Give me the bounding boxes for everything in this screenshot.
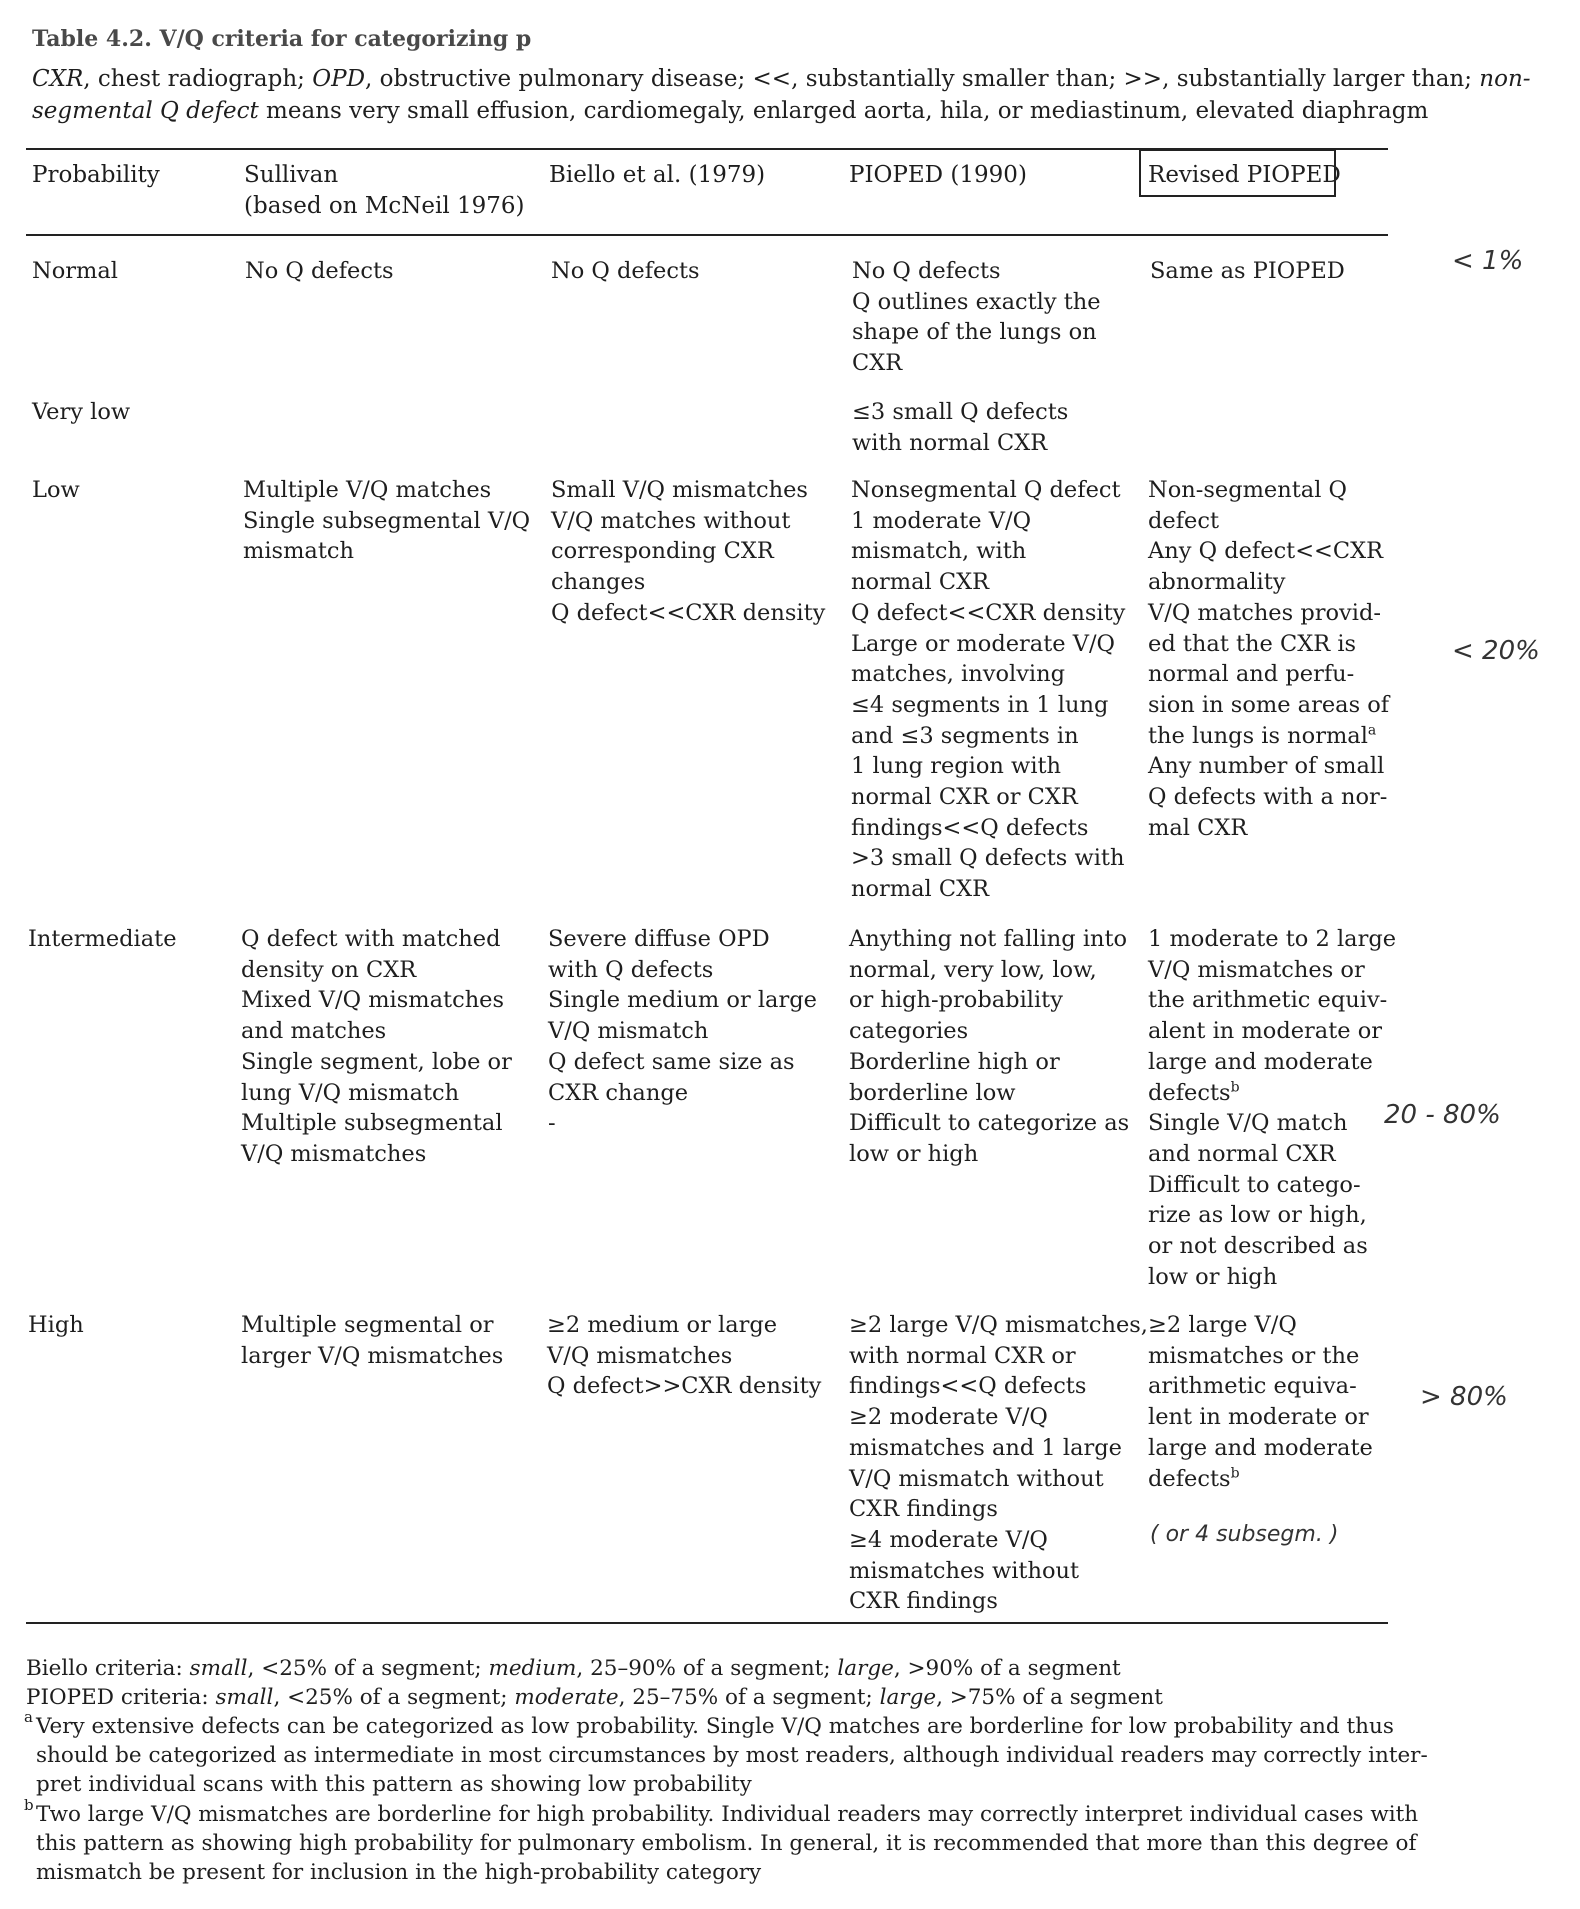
cell-low-pioped: Nonsegmental Q defect 1 moderate V/Q mismatch, with normal CXR Q defect<<CXR density Large or moderate V/Q matches, involving ≤4 segments in 1 lung and ≤3 segments in 1 lung region with normal CXR or CXR findings<<Q defects >3 small Q defects with normal CXR bbox=[851, 477, 1126, 903]
footnote-b-marker: b bbox=[24, 1796, 34, 1814]
cell-intermediate-biello: Severe diffuse OPD with Q defects Single medium or large V/Q mismatch Q defect same size as CXR change - bbox=[548, 926, 817, 1137]
col-header-revised-pioped: Revised PIOPED bbox=[1148, 162, 1341, 188]
footnote-b: Two large V/Q mismatches are borderline for high probability. Individual readers may correctly interpret individual cases with this pattern as showing high probability for pulmonary embolism. In general, it is recommended that more than this degree of mismatch be present for inclusion in the high-probability category bbox=[36, 1802, 1419, 1885]
handwritten-high-note: > 80% bbox=[1420, 1382, 1508, 1412]
footnote-pioped-criteria: PIOPED criteria: small, <25% of a segment; moderate, 25–75% of a segment; large, >75% of a segment bbox=[26, 1685, 1163, 1710]
cell-high-sullivan: Multiple segmental or larger V/Q mismatches bbox=[241, 1312, 504, 1369]
cell-low-biello: Small V/Q mismatches V/Q matches without corresponding CXR changes Q defect<<CXR density bbox=[551, 477, 826, 626]
footnote-a-marker: a bbox=[24, 1708, 33, 1726]
cell-intermediate-revised: 1 moderate to 2 large V/Q mismatches or the arithmetic equiv- alent in moderate or large and moderate defects$^b$ Single V/Q match and normal CXR Difficult to catego- rize as low or high, or not described as low or high bbox=[1148, 926, 1397, 1290]
cell-low-revised: Non-segmental Q defect Any Q defect<<CXR abnormality V/Q matches provid- ed that the CXR is normal and perfu- sion in some areas of the lungs is normal$^a$ Any number of small Q defects with a nor- mal CXR bbox=[1148, 477, 1390, 841]
cell-very-low-pioped: ≤3 small Q defects with normal CXR bbox=[852, 399, 1069, 456]
row-label-very-low: Very low bbox=[32, 399, 131, 425]
footnote-a: Very extensive defects can be categorized as low probability. Single V/Q matches are borderline for low probability and thus should be categorized as intermediate in most circumstances by most readers, although individual readers may correctly inter- pret individual scans with this pattern as showing low probability bbox=[36, 1714, 1428, 1797]
footnote-biello-criteria: Biello criteria: small, <25% of a segment; medium, 25–90% of a segment; large, >90% of a segment bbox=[26, 1656, 1121, 1681]
handwritten-intermediate-note: 20 - 80% bbox=[1384, 1100, 1501, 1130]
cell-normal-pioped: No Q defects Q outlines exactly the shape of the lungs on CXR bbox=[852, 258, 1101, 377]
cell-normal-revised: Same as PIOPED bbox=[1150, 258, 1345, 284]
col-header-biello: Biello et al. (1979) bbox=[549, 162, 766, 188]
cell-normal-biello: No Q defects bbox=[551, 258, 700, 284]
bottom-rule bbox=[26, 1622, 1388, 1624]
row-label-low: Low bbox=[32, 477, 80, 503]
handwritten-normal-note: < 1% bbox=[1452, 246, 1524, 276]
cell-high-pioped: ≥2 large V/Q mismatches, with normal CXR or findings<<Q defects ≥2 moderate V/Q mismatches and 1 large V/Q mismatch without CXR findings ≥4 moderate V/Q mismatches without CXR findings bbox=[849, 1312, 1148, 1615]
row-label-normal: Normal bbox=[32, 258, 118, 284]
col-header-probability: Probability bbox=[32, 162, 160, 188]
cell-low-sullivan: Multiple V/Q matches Single subsegmental V/Q mismatch bbox=[243, 477, 531, 565]
header-rule bbox=[26, 234, 1388, 236]
col-header-sullivan: Sullivan (based on McNeil 1976) bbox=[244, 162, 525, 219]
cell-normal-sullivan: No Q defects bbox=[245, 258, 394, 284]
cell-high-revised: ≥2 large V/Q mismatches or the arithmetic equiva- lent in moderate or large and moderate defects$^b$ bbox=[1148, 1312, 1373, 1492]
handwritten-high-subnote: ( or 4 subsegm. ) bbox=[1150, 1522, 1339, 1547]
row-label-high: High bbox=[28, 1312, 84, 1338]
handwritten-low-note: < 20% bbox=[1452, 636, 1540, 666]
revised-pioped-box-annotation bbox=[1139, 149, 1336, 197]
cell-intermediate-sullivan: Q defect with matched density on CXR Mixed V/Q mismatches and matches Single segment, lobe or lung V/Q mismatch Multiple subsegmental V/Q mismatches bbox=[241, 926, 512, 1167]
caption-line-1: CXR, chest radiograph; OPD, obstructive pulmonary disease; <<, substantially smaller than; >>, substantially larger than; non- bbox=[32, 66, 1531, 92]
cell-intermediate-pioped: Anything not falling into normal, very low, low, or high-probability categories Borderline high or borderline low Difficult to categorize as low or high bbox=[849, 926, 1130, 1167]
cell-high-biello: ≥2 medium or large V/Q mismatches Q defect>>CXR density bbox=[547, 1312, 822, 1400]
table-title: Table 4.2. V/Q criteria for categorizing p bbox=[32, 26, 532, 52]
row-label-intermediate: Intermediate bbox=[28, 926, 177, 952]
col-header-pioped: PIOPED (1990) bbox=[849, 162, 1027, 188]
caption-line-2: segmental Q defect means very small effusion, cardiomegaly, enlarged aorta, hila, or mediastinum, elevated diaphragm bbox=[32, 98, 1429, 124]
